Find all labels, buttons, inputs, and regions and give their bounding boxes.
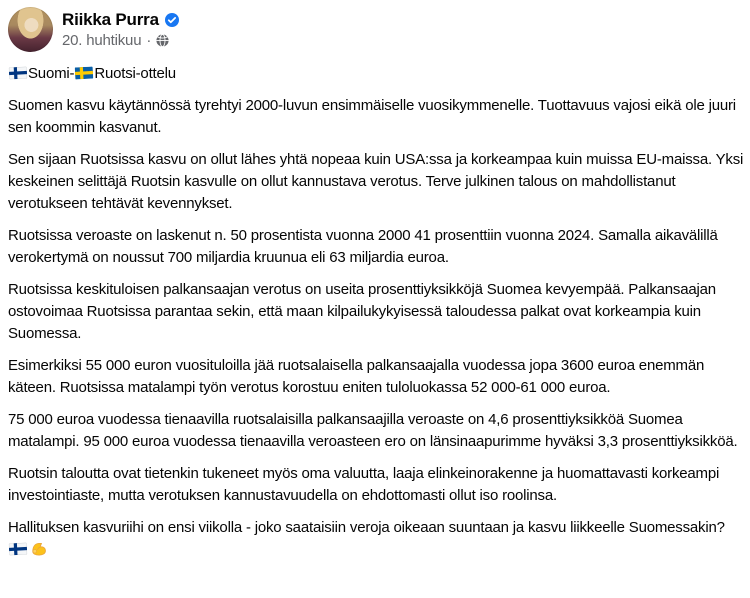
post-meta-row: [62, 32, 179, 49]
post-paragraph: Ruotsin taloutta ovat tietenkin tukeneet myös oma valuutta, laaja elinkeinorakenne ja huomattavasti korkeampi investointiaste, mutta verotuksen kannustavuudella on ehdottomasti ollut iso roolinsa.: [8, 465, 720, 504]
meta-separator: ·: [146, 31, 152, 49]
author-row: [62, 10, 179, 30]
post-content: [8, 63, 746, 561]
post-date[interactable]: 20. huhtikuu: [62, 31, 142, 49]
finland-flag-icon: [9, 543, 28, 556]
finland-flag-icon: [9, 67, 28, 80]
sweden-flag-icon: [75, 67, 94, 80]
title-part-2: Ruotsi-ottelu: [94, 65, 176, 82]
title-part-1: Suomi-: [28, 65, 75, 82]
post-header: [8, 6, 746, 52]
post-paragraph: Sen sijaan Ruotsissa kasvu on ollut lähes yhtä nopeaa kuin USA:ssa ja korkeampaa kuin muissa EU-maissa. Yksi keskeinen selittäjä Ruotsin kasvulle on ollut kannustava verotus. Terve julkinen talous on mahdollistanut verotukseen tehtävät kevennykset.: [8, 151, 744, 212]
post-header-text: [62, 10, 179, 49]
post-title-line: [8, 63, 746, 85]
globe-privacy-icon: [156, 34, 169, 47]
avatar[interactable]: [8, 7, 53, 52]
post-paragraph: Suomen kasvu käytännössä tyrehtyi 2000-luvun ensimmäiselle vuosikymmenelle. Tuottavuus vajosi eikä ole juuri sen koommin kasvanut.: [8, 97, 736, 136]
flexed-biceps-icon: [30, 540, 47, 557]
closing-text: Hallituksen kasvuriihi on ensi viikolla - joko saataisiin veroja oikeaan suuntaan ja kasvu liikkeelle Suomessakin?: [8, 519, 725, 536]
author-name[interactable]: Riikka Purra: [62, 9, 159, 29]
post-closing-paragraph: [8, 517, 746, 561]
post-paragraph: Ruotsissa veroaste on laskenut n. 50 prosentista vuonna 2000 41 prosenttiin vuonna 2024. Samalla aikavälillä verokertymä on noussut 700 miljardia kruunua eli 63 miljardia euroa.: [8, 227, 718, 266]
post-paragraph: Esimerkiksi 55 000 euron vuosituloilla jää ruotsalaisella palkansaajalla vuodessa jopa 3600 euroa enemmän käteen. Ruotsissa matalampi työn verotus korostuu eniten tuloluokassa 52 000-61 000 euroa.: [8, 357, 705, 396]
verified-badge-icon: [165, 13, 179, 27]
post-paragraph: Ruotsissa keskituloisen palkansaajan verotus on useita prosenttiyksikköjä Suomea kevyempää. Palkansaajan ostovoimaa Ruotsissa parantaa sekin, että maan kilpailukykyisessä taloudessa palkat ovat korkeampia kuin Suomessa.: [8, 281, 716, 342]
post-paragraph: 75 000 euroa vuodessa tienaavilla ruotsalaisilla palkansaajilla veroaste on 4,6 prosenttiyksikköä Suomea matalampi. 95 000 euroa vuodessa tienaavilla veroasteen ero on länsinaapurimme hyväksi 3,3 prosenttiyksikköä.: [8, 411, 738, 450]
